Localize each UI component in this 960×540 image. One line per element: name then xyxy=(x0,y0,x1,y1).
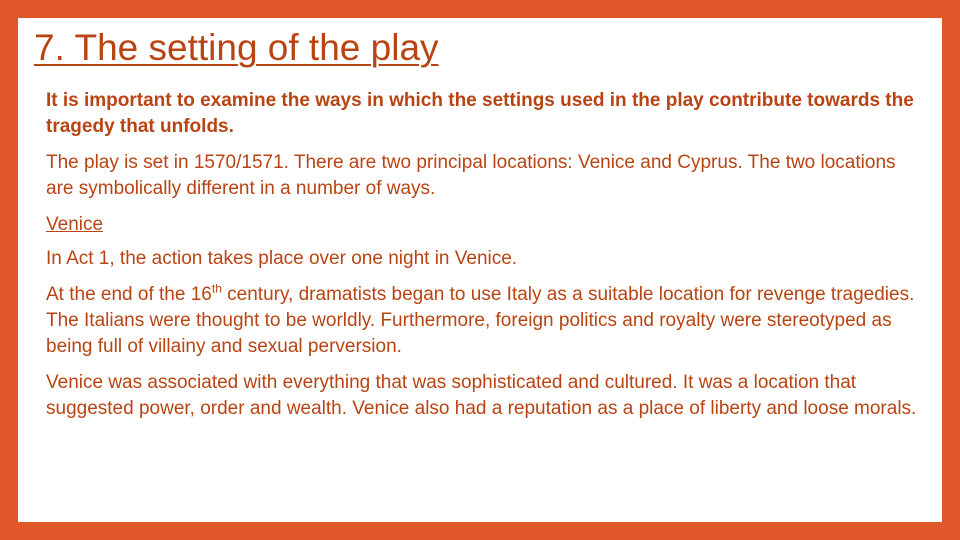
intro-paragraph: It is important to examine the ways in which the settings used in the play contribute towards the tragedy that unfolds. xyxy=(46,90,914,137)
slide-body xyxy=(46,88,926,432)
act1-paragraph: In Act 1, the action takes place over one night in Venice. xyxy=(46,248,518,269)
century-paragraph xyxy=(46,282,926,360)
venice-heading: Venice xyxy=(46,214,104,235)
century-ordinal-suffix: th xyxy=(211,281,222,296)
venice-association-paragraph: Venice was associated with everything that was sophisticated and cultured. It was a location that suggested power, order and wealth. Venice also had a reputation as a place of liberty and loose morals. xyxy=(46,372,917,419)
slide-title: 7. The setting of the play xyxy=(34,27,439,68)
century-text-end: century, dramatists began to use Italy as a suitable location for revenge tragedies. The Italians were thought to be worldly. Furthermore, foreign politics and royalty were stereotyped as being full of villainy and sexual perversion. xyxy=(46,284,915,357)
setting-paragraph: The play is set in 1570/1571. There are two principal locations: Venice and Cyprus. The two locations are symbolically different in a number of ways. xyxy=(46,152,896,199)
century-text-start: At the end of the 16 xyxy=(46,284,212,305)
slide-content xyxy=(18,18,942,522)
